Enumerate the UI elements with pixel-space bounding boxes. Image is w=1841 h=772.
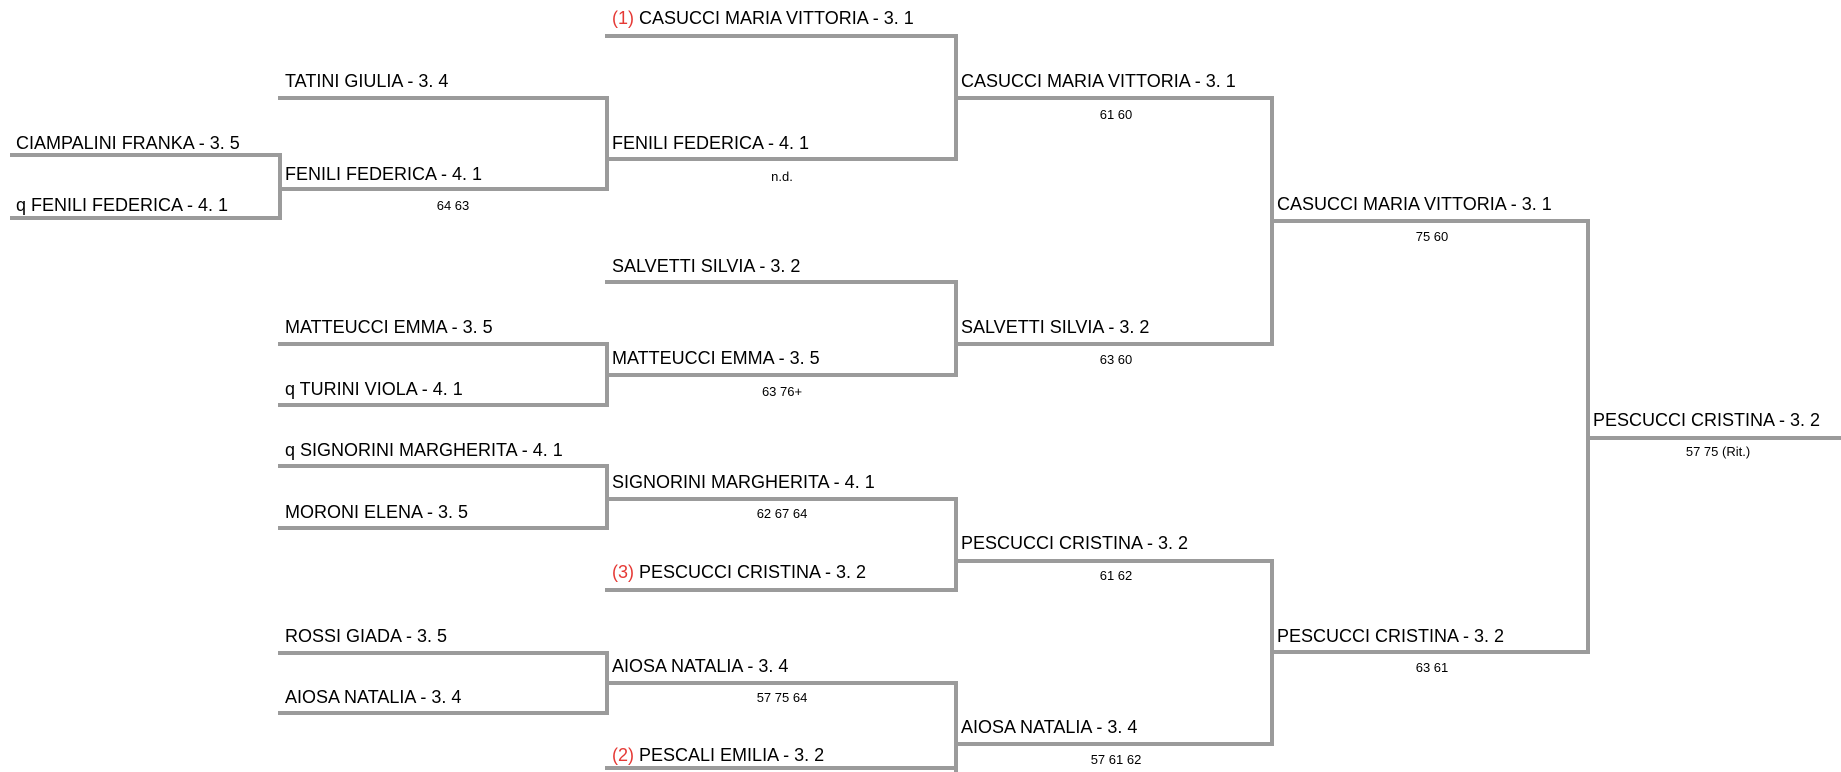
bracket-line [605, 681, 958, 685]
match-score: 62 67 64 [756, 506, 808, 521]
bracket-line [1270, 650, 1590, 654]
bracket-line [278, 464, 609, 468]
bracket-line [605, 157, 958, 161]
bracket-line [278, 403, 609, 407]
bracket-line [605, 497, 958, 501]
player-entry: MATTEUCCI EMMA - 3. 5 [285, 317, 493, 337]
player-entry: MORONI ELENA - 3. 5 [285, 502, 469, 522]
bracket-line [954, 497, 958, 592]
match-score: 57 61 62 [1090, 752, 1142, 767]
bracket-line [605, 373, 958, 377]
player-entry: FENILI FEDERICA - 4. 1 [285, 164, 483, 184]
bracket-line [605, 588, 958, 592]
winner-entry: PESCUCCI CRISTINA - 3. 2 [1593, 410, 1821, 430]
bracket-line [278, 651, 609, 655]
player-entry: SIGNORINI MARGHERITA - 4. 1 [612, 472, 875, 492]
match-score: 75 60 [1415, 229, 1449, 244]
bracket-line [278, 96, 609, 100]
match-score: 63 61 [1415, 660, 1449, 675]
match-score: 61 62 [1099, 568, 1133, 583]
final-score: 57 75 (Rit.) [1685, 444, 1751, 459]
player-entry: ROSSI GIADA - 3. 5 [285, 626, 448, 646]
player-entry: SALVETTI SILVIA - 3. 2 [612, 256, 801, 276]
player-entry: CASUCCI MARIA VITTORIA - 3. 1 [961, 71, 1236, 91]
bracket-line [954, 559, 1274, 563]
player-entry: AIOSA NATALIA - 3. 4 [612, 656, 789, 676]
bracket-line [954, 681, 958, 772]
player-name: CASUCCI MARIA VITTORIA - 3. 1 [639, 8, 914, 28]
match-score: n.d. [771, 169, 793, 184]
bracket-line [10, 153, 282, 157]
player-entry: TATINI GIULIA - 3. 4 [285, 71, 449, 91]
player-entry: q FENILI FEDERICA - 4. 1 [16, 195, 229, 215]
player-entry: CIAMPALINI FRANKA - 3. 5 [16, 133, 240, 153]
player-name: PESCUCCI CRISTINA - 3. 2 [639, 562, 867, 582]
bracket-line [954, 280, 958, 377]
match-score: 57 75 64 [756, 690, 808, 705]
player-entry: PESCUCCI CRISTINA - 3. 2 [1277, 626, 1505, 646]
bracket-line [278, 342, 609, 346]
player-entry: AIOSA NATALIA - 3. 4 [961, 717, 1138, 737]
bracket-line [954, 342, 1274, 346]
player-entry: q SIGNORINI MARGHERITA - 4. 1 [285, 440, 563, 460]
bracket-line [605, 34, 958, 38]
seed-number: (1) [612, 8, 634, 28]
bracket-line [278, 187, 609, 191]
player-entry: MATTEUCCI EMMA - 3. 5 [612, 348, 820, 368]
player-entry: FENILI FEDERICA - 4. 1 [612, 133, 810, 153]
player-name: PESCALI EMILIA - 3. 2 [639, 745, 825, 765]
player-entry [612, 562, 866, 582]
bracket-line [605, 766, 958, 770]
bracket-line [605, 96, 609, 191]
player-entry: q TURINI VIOLA - 4. 1 [285, 379, 463, 399]
match-score: 64 63 [436, 198, 470, 213]
bracket-line [10, 216, 282, 220]
player-entry: CASUCCI MARIA VITTORIA - 3. 1 [1277, 194, 1552, 214]
seed-number: (2) [612, 745, 634, 765]
bracket-line [1586, 436, 1841, 440]
bracket-line [954, 742, 1274, 746]
match-score: 63 60 [1099, 352, 1133, 367]
bracket-line [954, 96, 1274, 100]
player-entry [612, 8, 914, 28]
seed-number: (3) [612, 562, 634, 582]
match-score: 61 60 [1099, 107, 1133, 122]
bracket-line [605, 280, 958, 284]
bracket-line [278, 711, 609, 715]
player-entry: SALVETTI SILVIA - 3. 2 [961, 317, 1150, 337]
player-entry [612, 745, 824, 765]
bracket-line [1270, 219, 1590, 223]
player-entry: PESCUCCI CRISTINA - 3. 2 [961, 533, 1189, 553]
match-score: 63 76+ [761, 384, 803, 399]
player-entry: AIOSA NATALIA - 3. 4 [285, 687, 462, 707]
bracket-line [278, 526, 609, 530]
